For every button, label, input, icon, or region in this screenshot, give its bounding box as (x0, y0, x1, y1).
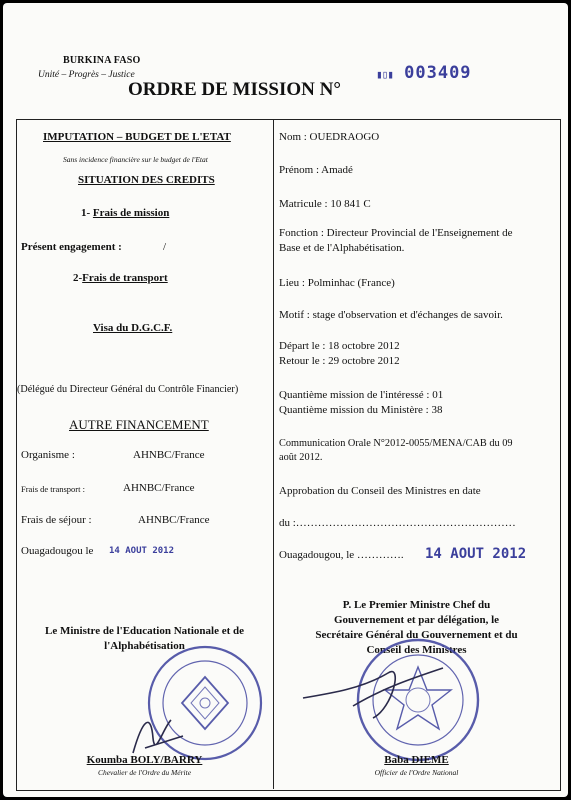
document-title: ORDRE DE MISSION N° (128, 79, 341, 100)
pm-line-4: Conseil des Ministres (366, 644, 467, 656)
retour-field: Retour le : 29 octobre 2012 (279, 355, 400, 367)
minister-title-line-2: l'Alphabétisation (104, 640, 185, 652)
incidence-note: Sans incidence financière sur le budget de l'Etat (63, 155, 208, 164)
mission-number-stamp (376, 63, 472, 83)
present-engagement-label: Présent engagement : (21, 241, 122, 253)
quantieme-interesse: Quantième mission de l'intéressé : 01 (279, 389, 444, 401)
secretary-name: Baba DIEME (384, 754, 449, 766)
fonction-line-2: Base et de l'Alphabétisation. (279, 242, 405, 254)
minister-honor: Chevalier de l'Ordre du Mérite (97, 768, 192, 777)
visa-dgcf: Visa du D.G.C.F. (93, 322, 173, 334)
imputation-heading: IMPUTATION – BUDGET DE L'ETAT (43, 131, 231, 143)
depart-field: Départ le : 18 octobre 2012 (279, 340, 400, 352)
secretary-signature-icon (293, 648, 453, 728)
nom-field: Nom : OUEDRAOGO (279, 131, 380, 143)
frais-transport-heading (73, 272, 168, 284)
communication-line-1: Communication Orale N°2012-0055/MENA/CAB du 09 (279, 438, 513, 449)
situation-heading: SITUATION DES CREDITS (78, 174, 215, 186)
motif-field: Motif : stage d'observation et d'échanges de savoir. (279, 309, 503, 321)
left-date-stamp: 14 AOUT 2012 (109, 546, 175, 556)
mission-number: 003409 (404, 63, 472, 83)
matricule-field: Matricule : 10 841 C (279, 198, 371, 210)
frais-mission-heading (81, 207, 169, 219)
minister-name: Koumba BOLY/BARRY (86, 754, 203, 766)
organisme-label: Organisme : (21, 449, 75, 461)
organisme-value: AHNBC/France (133, 449, 205, 461)
column-divider (273, 119, 274, 789)
number-stamp-prefix-icon: ▮▯▮ (376, 68, 393, 81)
country-name: BURKINA FASO (63, 55, 141, 66)
prenom-field: Prénom : Amadé (279, 164, 353, 176)
right-place-date-label: Ouagadougou, le …………. (279, 549, 404, 561)
minister-title-line-1: Le Ministre de l'Education Nationale et de (44, 625, 244, 637)
autre-financement-heading: AUTRE FINANCEMENT (69, 417, 209, 432)
right-date-stamp: 14 AOUT 2012 (425, 546, 527, 562)
pm-line-1: P. Le Premier Ministre Chef du (342, 599, 491, 611)
national-motto: Unité – Progrès – Justice (38, 70, 135, 80)
mission-order-page (3, 3, 568, 797)
sejour-value: AHNBC/France (138, 514, 210, 526)
frais-transport-number: 2- (73, 272, 83, 284)
sejour-label: Frais de séjour : (21, 514, 92, 526)
quantieme-ministere: Quantième mission du Ministère : 38 (279, 404, 443, 416)
fonction-line-1: Fonction : Directeur Provincial de l'Enseignement de (279, 227, 513, 239)
pm-line-2: Gouvernement et par délégation, le (333, 614, 500, 626)
approbation-date-line: du :…………………………………………………… (279, 517, 516, 529)
communication-line-2: août 2012. (279, 452, 323, 463)
pm-line-3: Secrétaire Général du Gouvernement et du (315, 629, 518, 641)
present-engagement-value: / (163, 241, 167, 253)
lieu-field: Lieu : Polminhac (France) (279, 277, 395, 289)
frais-mission-label: Frais de mission (92, 207, 170, 219)
left-place-date-label: Ouagadougou le (21, 545, 94, 557)
transport-label: Frais de transport : (21, 484, 85, 494)
transport-value: AHNBC/France (123, 482, 195, 494)
secretary-honor: Officier de l'Ordre National (374, 768, 459, 777)
delegue-note: (Délégué du Directeur Général du Contrôle Financier) (17, 384, 239, 395)
approbation-field: Approbation du Conseil des Ministres en date (279, 485, 481, 497)
frais-mission-number: 1- (81, 207, 93, 219)
frais-transport-label: Frais de transport (82, 272, 168, 284)
